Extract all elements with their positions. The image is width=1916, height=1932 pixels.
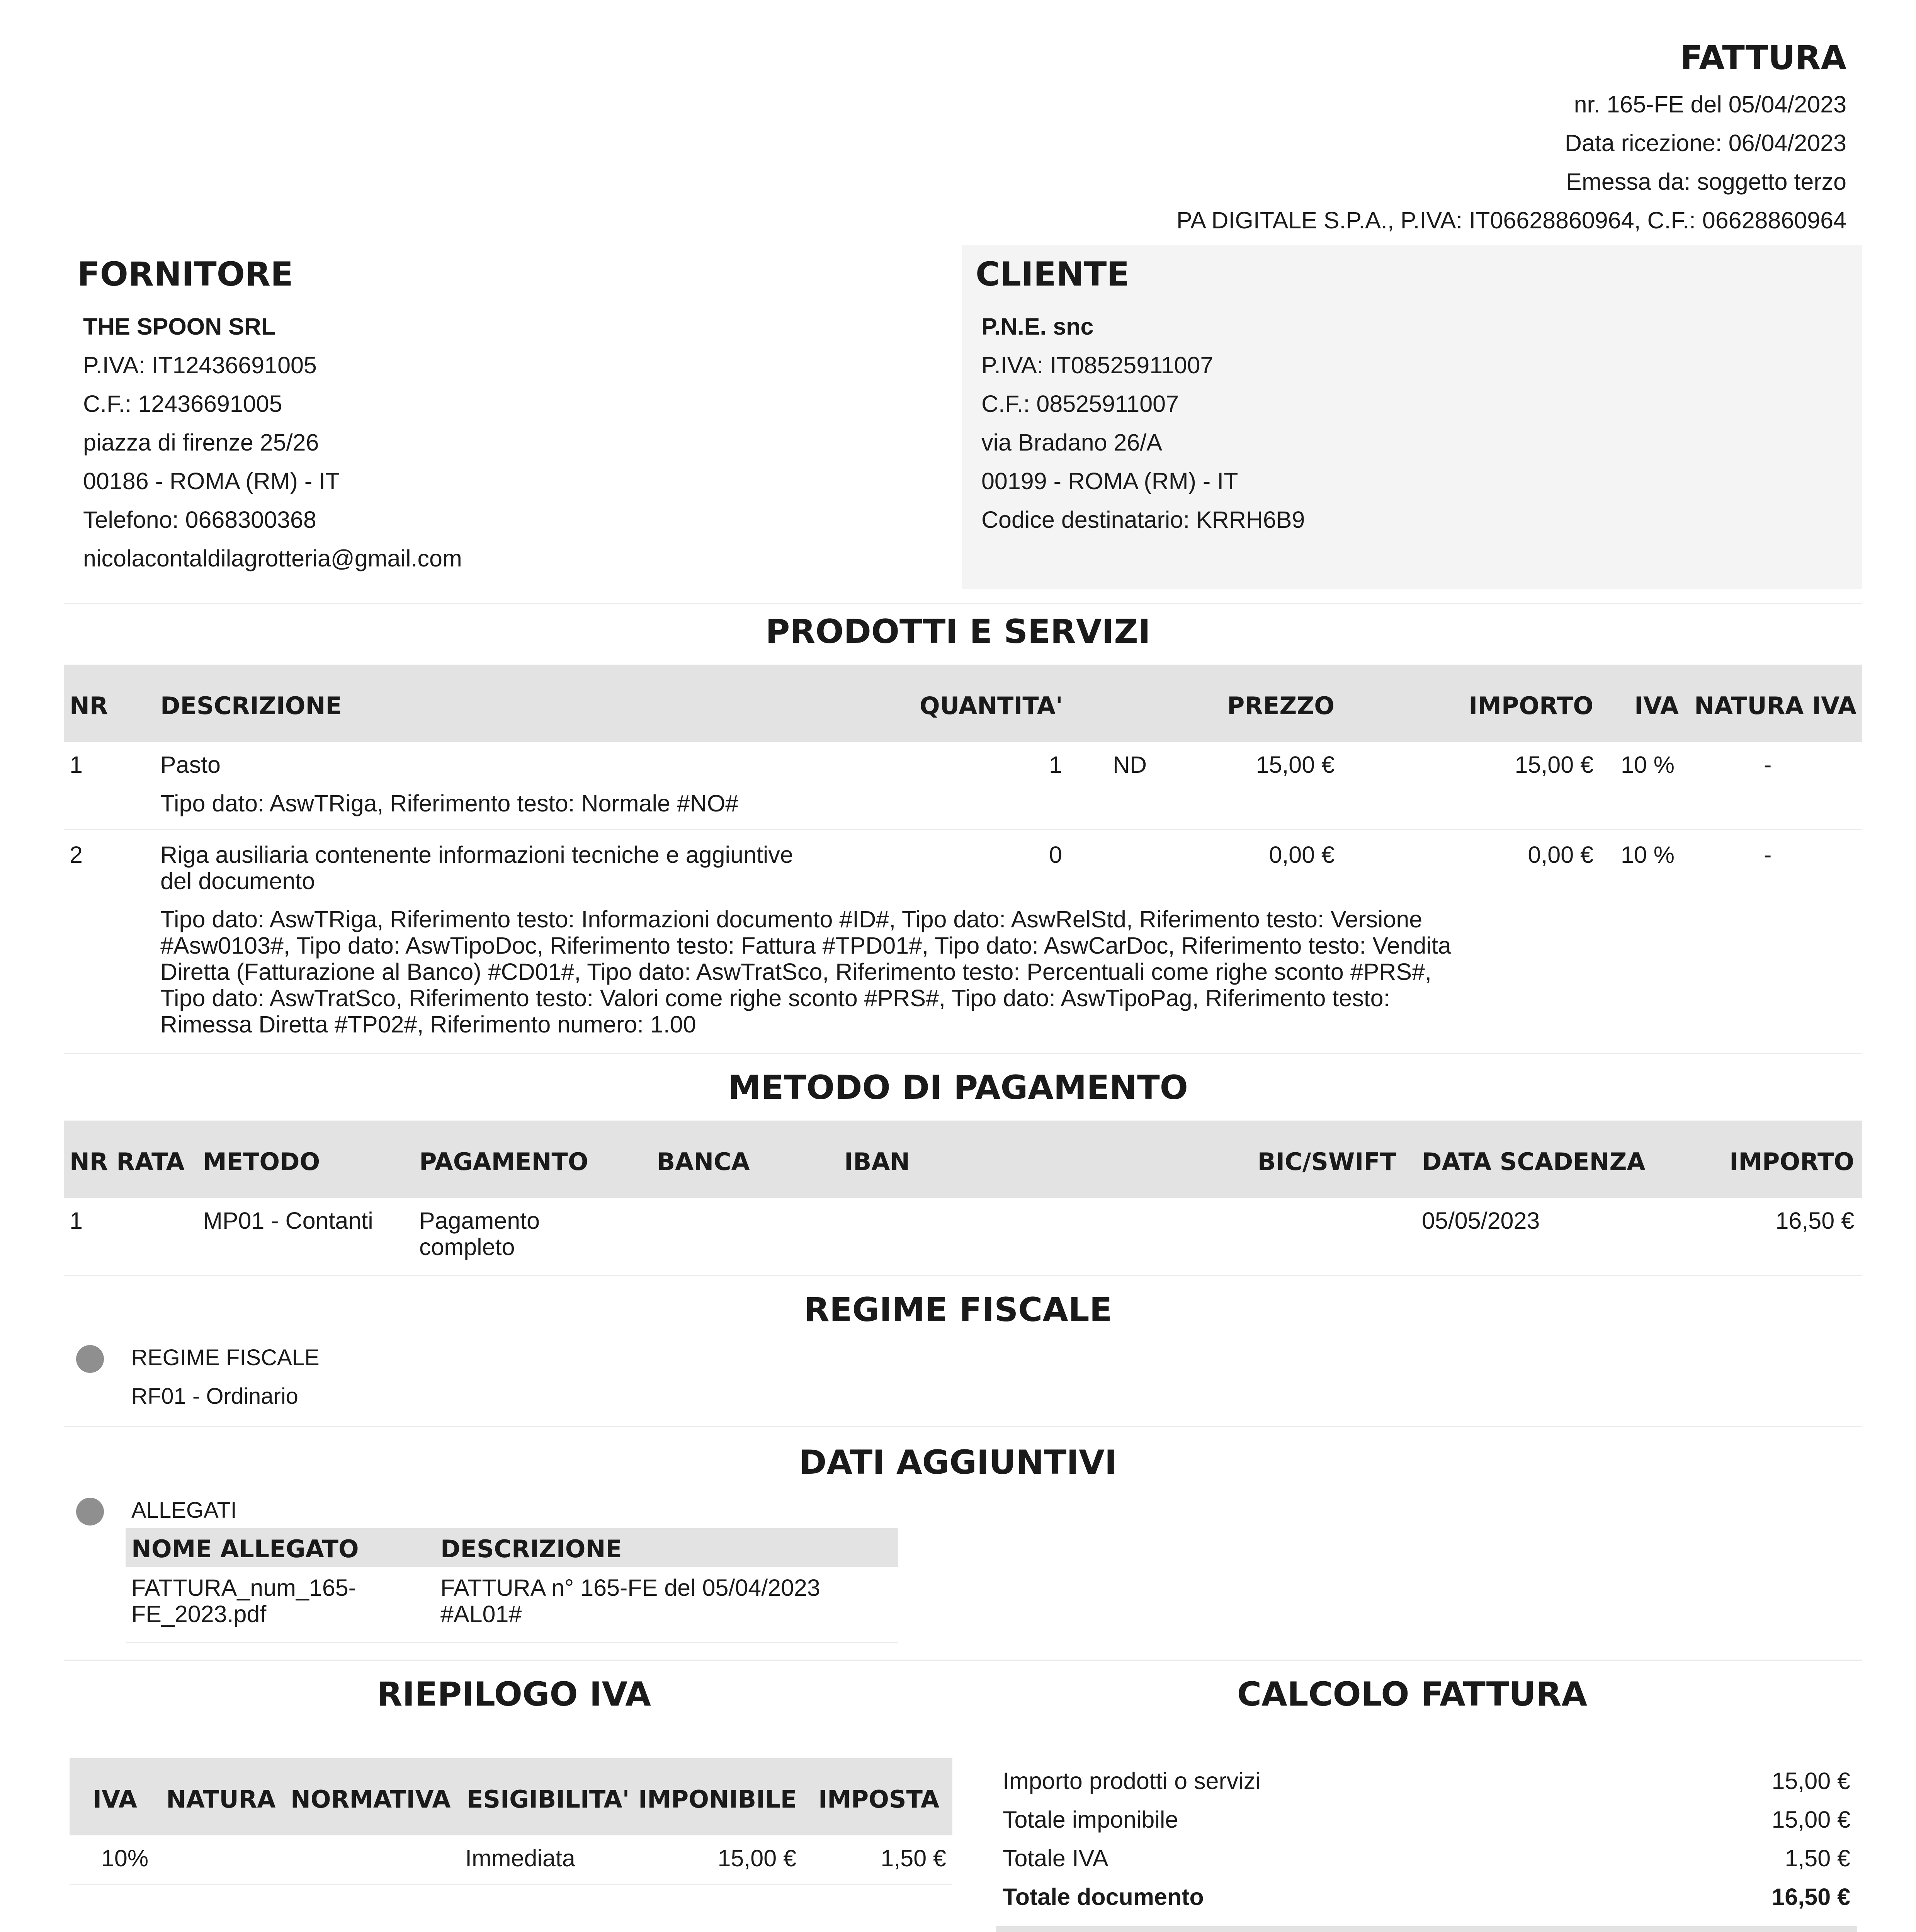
- products-heading: PRODOTTI E SERVIZI: [765, 612, 1151, 651]
- row-divider: [64, 1275, 1862, 1276]
- row-divider: [64, 829, 1862, 830]
- col-due-date: DATA SCADENZA: [1422, 1148, 1646, 1176]
- divider: [64, 1426, 1862, 1427]
- col-amount: IMPORTO: [1469, 692, 1593, 720]
- col-vat-tax: IMPOSTA: [818, 1785, 940, 1813]
- calc-products-value: 15,00 €: [1771, 1768, 1850, 1794]
- row-divider: [126, 1642, 898, 1643]
- product-row-1-nature: -: [1764, 752, 1772, 778]
- supplier-email[interactable]: nicolacontaldilagrotteria@gmail.com: [83, 545, 462, 571]
- product-row-1-description: Pasto: [160, 752, 221, 778]
- client-box: [962, 245, 1862, 589]
- calc-taxable-value: 15,00 €: [1771, 1806, 1850, 1833]
- fiscal-bullet-icon: [76, 1345, 104, 1373]
- calc-vat-value: 1,50 €: [1785, 1845, 1850, 1871]
- col-vat-rule: NORMATIVA: [291, 1785, 451, 1813]
- client-recipient-code: Codice destinatario: KRRH6B9: [981, 507, 1305, 533]
- client-vat: P.IVA: IT08525911007: [981, 352, 1214, 378]
- product-row-1-note: Tipo dato: AswTRiga, Riferimento testo: Normale #NO#: [160, 790, 739, 816]
- client-address: via Bradano 26/A: [981, 429, 1162, 456]
- row-divider: [64, 1053, 1862, 1054]
- product-row-2-note: Tipo dato: AswTRiga, Riferimento testo: Informazioni documento #ID#, Tipo dato: AswRelStd, Riferimento testo: Versione: [160, 906, 1423, 932]
- col-nr: NR: [70, 692, 108, 720]
- vat-summary-heading: RIEPILOGO IVA: [377, 1675, 651, 1714]
- product-row-2-description-cont: del documento: [160, 868, 315, 894]
- fiscal-label: REGIME FISCALE: [131, 1345, 320, 1370]
- payment-row-nr: 1: [70, 1208, 83, 1234]
- vat-row-rate: 10%: [101, 1845, 149, 1871]
- product-row-2-quantity: 0: [1049, 842, 1062, 868]
- product-row-2-note: #Asw0103#, Tipo dato: AswTipoDoc, Riferimento testo: Fattura #TPD01#, Tipo dato: AswCarDoc, Riferimento testo: Vendita: [160, 932, 1451, 959]
- col-vat-nature: NATURA: [166, 1785, 276, 1813]
- col-bic: BIC/SWIFT: [1257, 1148, 1396, 1176]
- calc-total-label: Totale documento: [1003, 1884, 1204, 1910]
- reception-date: Data ricezione: 06/04/2023: [1564, 130, 1846, 156]
- product-row-2-description: Riga ausiliaria contenente informazioni tecniche e aggiuntive: [160, 842, 793, 868]
- row-divider: [70, 1884, 952, 1885]
- col-attachment-description: DESCRIZIONE: [440, 1535, 622, 1563]
- divider: [64, 603, 1862, 604]
- col-vat-nature: NATURA IVA: [1694, 692, 1856, 720]
- product-row-2-nr: 2: [70, 842, 83, 868]
- col-payment: PAGAMENTO: [419, 1148, 588, 1176]
- fiscal-heading: REGIME FISCALE: [804, 1291, 1112, 1329]
- product-row-2-note: Tipo dato: AswTratSco, Riferimento testo: Valori come righe sconto #PRS#, Tipo dato: AswTipoPag, Riferimento testo:: [160, 985, 1390, 1011]
- attachment-name-cont[interactable]: FE_2023.pdf: [131, 1601, 267, 1627]
- col-bank: BANCA: [657, 1148, 750, 1176]
- product-row-1-amount: 15,00 €: [1515, 752, 1593, 778]
- divider: [64, 1660, 1862, 1661]
- col-vat-taxable: IMPONIBILE: [638, 1785, 797, 1813]
- col-method: METODO: [203, 1148, 320, 1176]
- product-row-1-price: 15,00 €: [1256, 752, 1335, 778]
- product-row-1-unit: ND: [1113, 752, 1147, 778]
- calc-vat-label: Totale IVA: [1003, 1845, 1108, 1871]
- supplier-address: piazza di firenze 25/26: [83, 429, 319, 456]
- client-tax-code: C.F.: 08525911007: [981, 391, 1179, 417]
- client-city: 00199 - ROMA (RM) - IT: [981, 468, 1238, 494]
- payment-row-amount: 16,50 €: [1775, 1208, 1854, 1234]
- supplier-city: 00186 - ROMA (RM) - IT: [83, 468, 340, 494]
- payment-row-payment-cont: completo: [419, 1234, 515, 1260]
- col-attachment-name: NOME ALLEGATO: [131, 1535, 359, 1563]
- payment-row-payment: Pagamento: [419, 1208, 540, 1234]
- vat-row-tax: 1,50 €: [881, 1845, 946, 1871]
- product-row-2-note: Diretta (Fatturazione al Banco) #CD01#, Tipo dato: AswTratSco, Riferimento testo: Percentuali come righe sconto #PRS#,: [160, 959, 1431, 985]
- product-row-1-vat: 10 %: [1621, 752, 1675, 778]
- product-row-2-vat: 10 %: [1621, 842, 1675, 868]
- fiscal-value: RF01 - Ordinario: [131, 1384, 298, 1409]
- col-price: PREZZO: [1227, 692, 1335, 720]
- invoice-number: nr. 165-FE del 05/04/2023: [1574, 91, 1846, 117]
- issued-by: Emessa da: soggetto terzo: [1566, 168, 1846, 195]
- col-iban: IBAN: [844, 1148, 910, 1176]
- col-payment-amount: IMPORTO: [1729, 1148, 1854, 1176]
- supplier-name: THE SPOON SRL: [83, 313, 276, 340]
- col-vat-rate: IVA: [93, 1785, 137, 1813]
- col-quantity: QUANTITA': [920, 692, 1063, 720]
- intermediary-info: PA DIGITALE S.P.A., P.IVA: IT06628860964, C.F.: 06628860964: [1176, 207, 1846, 233]
- calc-total-value: 16,50 €: [1771, 1884, 1850, 1910]
- product-row-2-note: Rimessa Diretta #TP02#, Riferimento numero: 1.00: [160, 1011, 696, 1037]
- col-vat-chargeability: ESIGIBILITA': [467, 1785, 630, 1813]
- product-row-2-nature: -: [1764, 842, 1772, 868]
- product-row-2-amount: 0,00 €: [1528, 842, 1593, 868]
- invoice-title: FATTURA: [1680, 39, 1846, 77]
- vat-row-taxable: 15,00 €: [717, 1845, 796, 1871]
- supplier-tax-code: C.F.: 12436691005: [83, 391, 282, 417]
- calc-taxable-label: Totale imponibile: [1003, 1806, 1178, 1833]
- client-name: P.N.E. snc: [981, 313, 1094, 340]
- product-row-1-nr: 1: [70, 752, 83, 778]
- supplier-vat: P.IVA: IT12436691005: [83, 352, 317, 378]
- attachments-bullet-icon: [76, 1498, 104, 1526]
- vat-row-chargeability: Immediata: [465, 1845, 575, 1871]
- supplier-phone: Telefono: 0668300368: [83, 507, 316, 533]
- payment-heading: METODO DI PAGAMENTO: [728, 1068, 1188, 1107]
- col-installment: NR RATA: [70, 1148, 185, 1176]
- attachments-label: ALLEGATI: [131, 1498, 237, 1523]
- net-to-pay-box: [996, 1926, 1857, 1932]
- product-row-2-price: 0,00 €: [1269, 842, 1335, 868]
- supplier-heading: FORNITORE: [77, 255, 293, 294]
- payment-row-due-date: 05/05/2023: [1422, 1208, 1540, 1234]
- attachment-name[interactable]: FATTURA_num_165-: [131, 1575, 356, 1601]
- col-description: DESCRIZIONE: [160, 692, 342, 720]
- payment-row-method: MP01 - Contanti: [203, 1208, 373, 1234]
- client-heading: CLIENTE: [976, 255, 1130, 294]
- attachment-description-cont: #AL01#: [440, 1601, 522, 1627]
- invoice-calc-heading: CALCOLO FATTURA: [1237, 1675, 1588, 1714]
- additional-heading: DATI AGGIUNTIVI: [799, 1443, 1117, 1482]
- attachment-description: FATTURA n° 165-FE del 05/04/2023: [440, 1575, 820, 1601]
- product-row-1-quantity: 1: [1049, 752, 1062, 778]
- calc-products-label: Importo prodotti o servizi: [1003, 1768, 1261, 1794]
- col-vat: IVA: [1634, 692, 1679, 720]
